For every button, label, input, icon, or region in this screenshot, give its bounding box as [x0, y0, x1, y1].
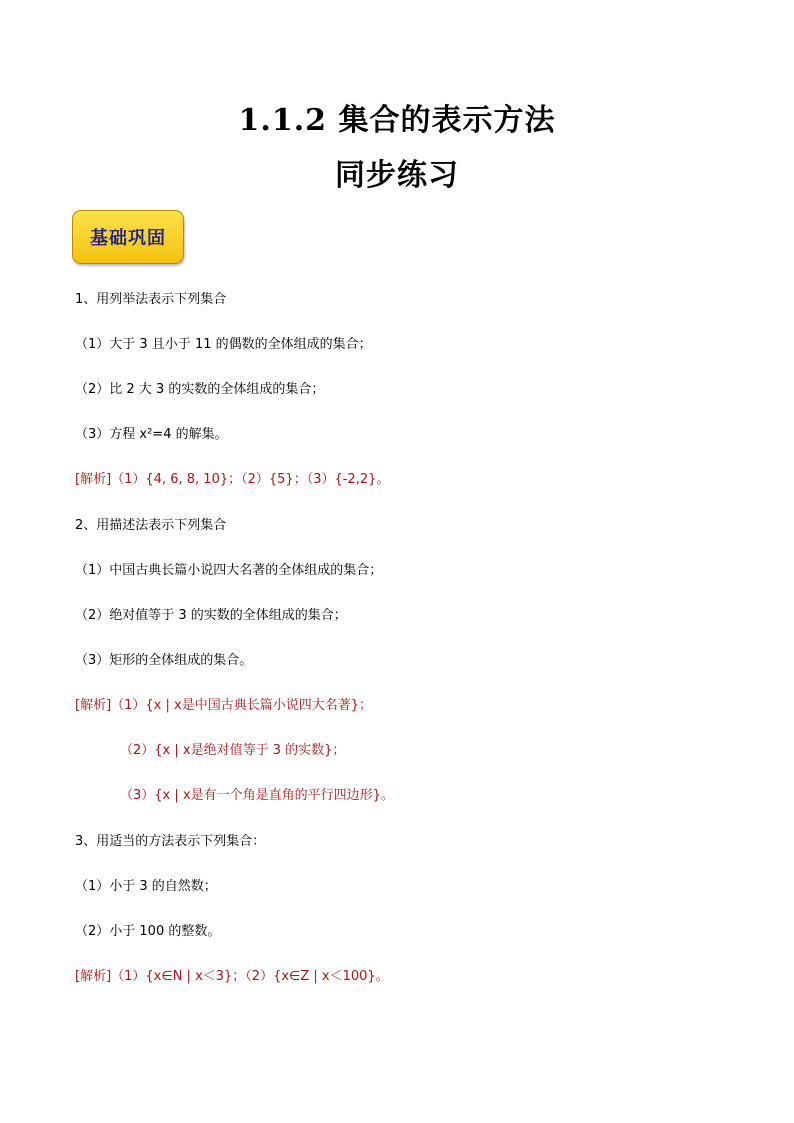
section-badge-label: 基础巩固 [90, 228, 166, 249]
question-1-item-3: （3）方程 x²=4 的解集。 [75, 427, 228, 442]
question-2-answer-2: （2）{x | x是绝对值等于 3 的实数}； [120, 743, 346, 758]
document-title: 1.1.2 集合的表示方法 [238, 103, 556, 138]
question-2-answer-1: [解析]（1）{x | x是中国古典长篇小说四大名著}； [75, 698, 372, 713]
question-2-item-3: （3）矩形的全体组成的集合。 [75, 653, 253, 668]
question-2-item-2: （2）绝对值等于 3 的实数的全体组成的集合； [75, 608, 347, 623]
question-3-answer: [解析]（1）{x∈N | x＜3}；（2）{x∈Z | x＜100}。 [75, 969, 389, 984]
question-1-item-1: （1）大于 3 且小于 11 的偶数的全体组成的集合； [75, 337, 372, 352]
section-badge [72, 210, 184, 264]
question-1-answer: [解析]（1）{4, 6, 8, 10}；（2）{5}；（3）{-2,2}。 [75, 472, 390, 487]
question-3-item-1: （1）小于 3 的自然数； [75, 879, 217, 894]
question-2-answer-3: （3）{x | x是有一个角是直角的平行四边形}。 [120, 788, 394, 803]
question-2-item-1: （1）中国古典长篇小说四大名著的全体组成的集合； [75, 563, 383, 578]
question-1-stem: 1、用列举法表示下列集合 [75, 292, 227, 307]
document-subtitle: 同步练习 [335, 158, 459, 193]
question-1-item-2: （2）比 2 大 3 的实数的全体组成的集合； [75, 382, 325, 397]
question-3-stem: 3、用适当的方法表示下列集合： [75, 834, 266, 849]
question-3-item-2: （2）小于 100 的整数。 [75, 924, 221, 939]
question-2-stem: 2、用描述法表示下列集合 [75, 518, 227, 533]
